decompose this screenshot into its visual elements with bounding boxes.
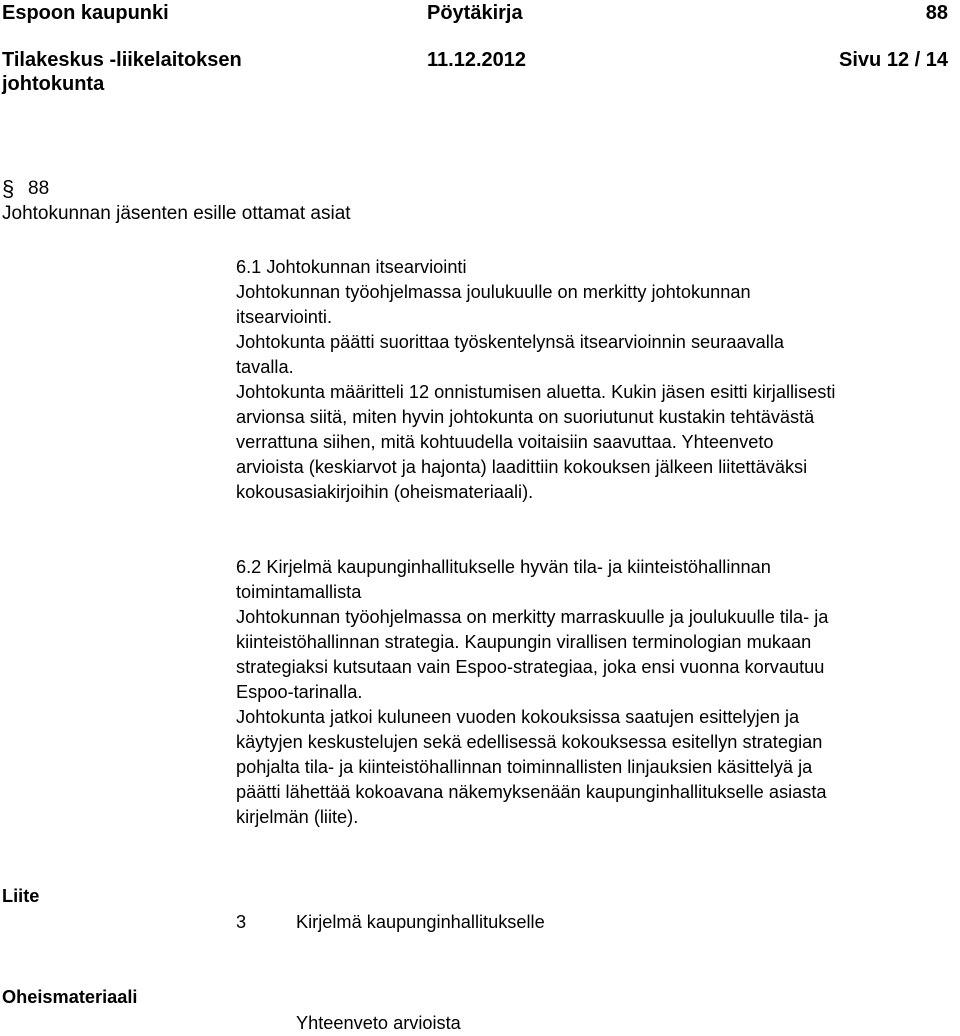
organization-name: Espoon kaupunki xyxy=(2,2,169,24)
item2-line: käytyjen keskustelujen sekä edellisessä kokouksessa esitellyn strategian xyxy=(236,732,823,752)
meeting-body-line-2: johtokunta xyxy=(2,73,105,95)
attachment-number: 3 xyxy=(236,912,247,932)
item1-line: Johtokunnan työohjelmassa joulukuulle on merkitty johtokunnan xyxy=(236,282,751,302)
item2-block xyxy=(236,555,828,830)
document-type: Pöytäkirja xyxy=(427,2,523,24)
section-title: Johtokunnan jäsenten esille ottamat asiat xyxy=(2,203,351,224)
item1-line: Johtokunta määritteli 12 onnistumisen aluetta. Kukin jäsen esitti kirjallisesti xyxy=(236,382,836,402)
item2-line: Johtokunnan työohjelmassa on merkitty marraskuulle ja joulukuulle tila- ja xyxy=(236,607,829,627)
meeting-date: 11.12.2012 xyxy=(427,49,526,71)
item1-line: kokousasiakirjoihin (oheismateriaali). xyxy=(236,482,534,502)
item1-block xyxy=(236,255,835,505)
meeting-body-line-1: Tilakeskus -liikelaitoksen xyxy=(2,49,242,71)
item2-line: Espoo-tarinalla. xyxy=(236,682,363,702)
item1-line: arvionsa siitä, miten hyvin johtokunta on suoriutunut kustakin tehtävästä xyxy=(236,407,815,427)
section-number xyxy=(2,176,14,204)
item2-line: pohjalta tila- ja kiinteistöhallinnan toiminnallisten linjauksien käsittelyä ja xyxy=(236,757,813,777)
item1-line: tavalla. xyxy=(236,357,294,377)
attachment-title: Kirjelmä kaupunginhallitukselle xyxy=(296,912,545,932)
item2-line: kiinteistöhallinnan strategia. Kaupungin virallisen terminologian mukaan xyxy=(236,632,812,652)
item2-line: toimintamallista xyxy=(236,582,362,602)
item1-line: 6.1 Johtokunnan itsearviointi xyxy=(236,257,467,277)
item1-line: arvioista (keskiarvot ja hajonta) laadittiin kokouksen jälkeen liitettäväksi xyxy=(236,457,808,477)
item1-line: itsearviointi. xyxy=(236,307,333,327)
section-marker-icon: § xyxy=(2,176,15,201)
supplementary-label: Oheismateriaali xyxy=(2,987,138,1007)
item2-line: strategiaksi kutsutaan vain Espoo-strategiaa, joka ensi vuonna korvautuu xyxy=(236,657,825,677)
supplementary-title: Yhteenveto arvioista xyxy=(296,1013,461,1033)
item1-line: Johtokunta päätti suorittaa työskentelynsä itsearvioinnin seuraavalla xyxy=(236,332,784,352)
header-section-number: 88 xyxy=(925,2,948,24)
page-indicator: Sivu 12 / 14 xyxy=(839,49,948,71)
attachments-label: Liite xyxy=(2,886,40,906)
section-number-value: 88 xyxy=(28,178,50,199)
item2-line: päätti lähettää kokoavana näkemyksenään kaupunginhallitukselle asiasta xyxy=(236,782,827,802)
item2-line: Johtokunta jatkoi kuluneen vuoden kokouksissa saatujen esittelyjen ja xyxy=(236,707,800,727)
item2-line: 6.2 Kirjelmä kaupunginhallitukselle hyvän tila- ja kiinteistöhallinnan xyxy=(236,557,771,577)
item1-line: verrattuna siihen, mitä kohtuudella voitaisiin saavuttaa. Yhteenveto xyxy=(236,432,774,452)
item2-line: kirjelmän (liite). xyxy=(236,807,359,827)
